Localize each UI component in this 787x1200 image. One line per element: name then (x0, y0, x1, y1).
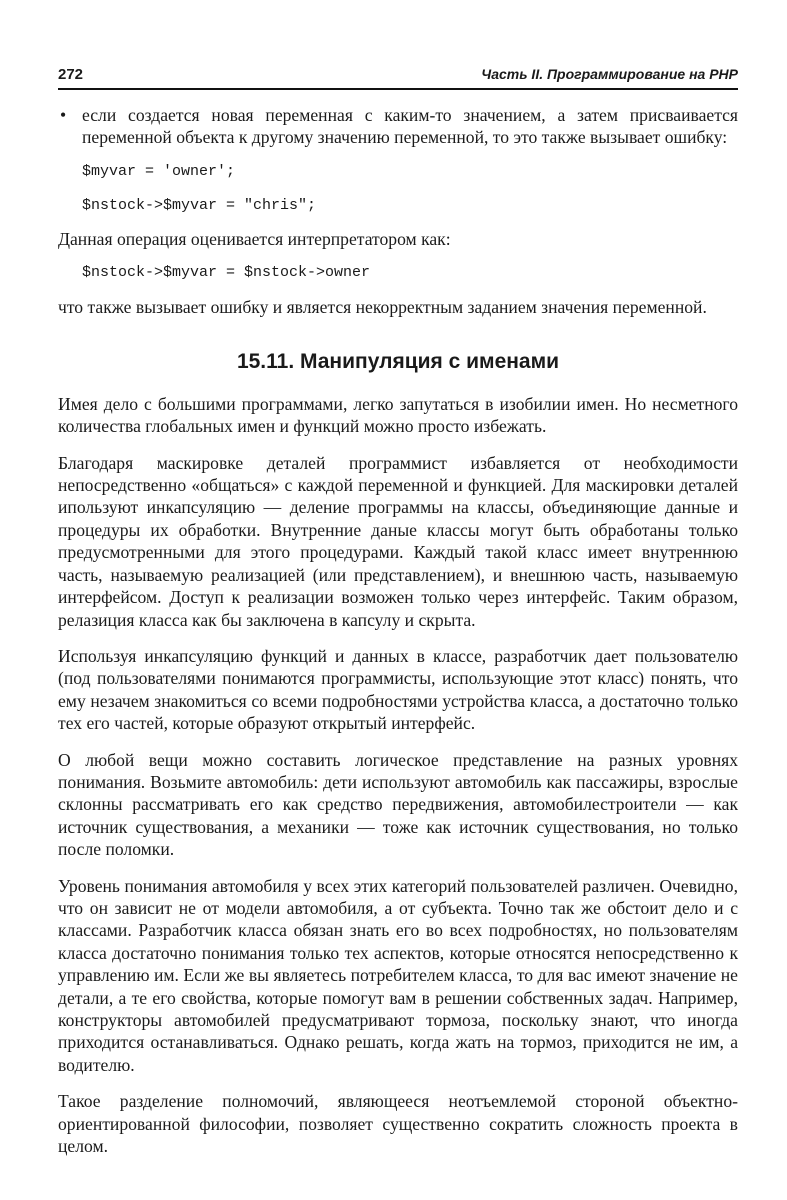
body-paragraph: Благодаря маскировке деталей программист избавляется от необходимости непосредственно «общаться» с каждой переменной и функцией. Для маскировки деталей ипользуют инкапсуляцию — деление программы на классы, объединяющие данные и процедуры их обработки. Внутренние даные классы могут быть обработаны только предусмотренными для этого процедурами. Каждый такой класс имеет внутреннюю часть, называемую реализацией (или представлением), и внешнюю часть, называемую интерфейсом. Доступ к реализации возможен только через интерфейс. Таким образом, релазиция класса как бы заключена в капсулу и скрыта. (58, 452, 738, 630)
page-content (58, 104, 738, 1171)
body-paragraph: О любой вещи можно составить логическое представление на разных уровнях понимания. Возьмите автомобиль: дети используют автомобиль как пассажиры, взрослые склонны рассматривать его как средство передвижения, автомобилестроители — как источник существования, а механики — тоже как источник существования, но только после поломки. (58, 749, 738, 860)
paragraph-evaluation: Данная операция оценивается интерпретатором как: (58, 228, 451, 249)
bullet-icon: • (60, 105, 67, 125)
bullet-list-item (58, 104, 738, 149)
code-line-3: $nstock->$myvar = $nstock->owner (82, 264, 371, 282)
body-paragraph: Такое разделение полномочий, являющееся неотъемлемой стороной объектно-ориентированной философии, позволяет существенно сократить сложность проекта в целом. (58, 1091, 738, 1157)
paragraph-after-code: что также вызывает ошибку и является некорректным заданием значения переменной. (58, 297, 707, 318)
body-paragraph: Уровень понимания автомобиля у всех этих категорий пользователей различен. Очевидно, что он зависит не от модели автомобиля, а от субъекта. Точно так же обстоит дело и с классами. Разработчик класса обязан знать его во всех подробностях, но пользователям класса достаточно понимания только тех аспектов, которые относятся непосредственно к управлению им. Если же вы являетесь потребителем класса, то для вас имеют значение не детали, а те его свойства, которые помогут вам в решении собственных задач. Например, конструкторы автомобилей предусматривают тормоза, поскольку знают, что иногда приходится останавливаться. Однако решать, когда жать на тормоз, приходится не им, а водителю. (58, 875, 738, 1075)
section-title: 15.11. Манипуляция с именами (236, 349, 560, 373)
page-number: 272 (58, 66, 84, 83)
bullet-text: если создается новая переменная с каким-то значением, а затем присваивается переменной объекта к другому значению переменной, то это также вызывает ошибку: (82, 105, 738, 148)
body-paragraph: Имея дело с большими программами, легко запутаться в изобилии имен. Но несметного количества глобальных имен и функций можно просто избежать. (58, 393, 738, 437)
body-paragraph: Используя инкапсуляцию функций и данных в классе, разработчик дает пользователю (под пользователями понимаются программисты, использующие этот класс) понять, что ему незачем знакомиться со всеми подробностями устройства класса, а достаточно только тех его частей, которые образуют открытый интерфейс. (58, 645, 738, 734)
page-header (58, 66, 738, 90)
running-title: Часть II. Программирование на PHP (481, 66, 738, 82)
code-line-2: $nstock->$myvar = "chris"; (82, 197, 317, 215)
code-line-1: $myvar = 'owner'; (82, 162, 236, 180)
